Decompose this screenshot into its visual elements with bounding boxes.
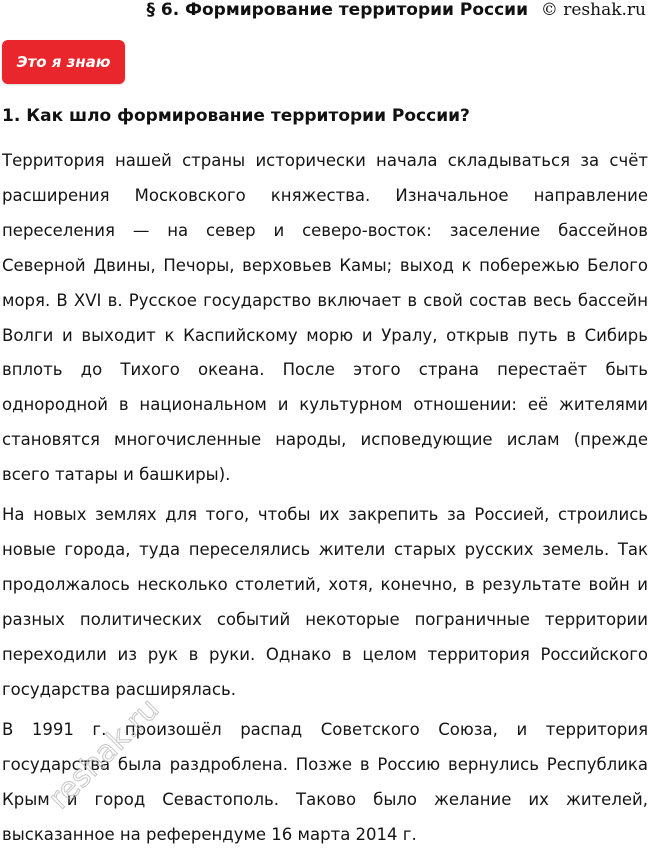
answer-paragraph-1: Территория нашей страны исторически начала складываться за счёт расширения Московского княжества. Изначальное направление переселения — на север и северо-восток: заселение бассейнов Северной Двины, Печоры, верховьев Камы; выход к побережью Белого моря. В XVI в. Русское государство включает в свой состав весь бассейн Волги и выходит к Каспийскому морю и Уралу, открыв путь в Сибирь вплоть до Тихого океана. После этого страна перестаёт быть однородной в национальном и культурном отношении: её жителями становятся многочисленные народы, исповедующие ислам (прежде всего татары и башкиры). bbox=[2, 151, 648, 485]
page-header bbox=[0, 0, 650, 26]
watermark-text: reshak.ru bbox=[41, 691, 167, 817]
badge-label: Это я знаю bbox=[16, 53, 111, 71]
answer-paragraph-3: В 1991 г. произошёл распад Советского Союза, и территория государства была раздроблена. Позже в Россию вернулись Республика Крым и город Севастополь. Таково было желание их жителей, высказанное на референдуме 16 марта 2014 г. bbox=[2, 720, 648, 844]
question-heading: 1. Как шло формирование территории России? bbox=[2, 106, 470, 126]
site-credit: © reshak.ru bbox=[540, 0, 646, 20]
this-i-know-badge bbox=[2, 40, 125, 84]
section-title: § 6. Формирование территории России bbox=[146, 0, 528, 20]
answer-paragraph-2: На новых землях для того, чтобы их закрепить за Россией, строились новые города, туда переселялись жители старых русских земель. Так продолжалось несколько столетий, хотя, конечно, в результате войн и разных политических событий некоторые пограничные территории переходили из рук в руки. Однако в целом территория Российского государства расширялась. bbox=[2, 505, 648, 699]
